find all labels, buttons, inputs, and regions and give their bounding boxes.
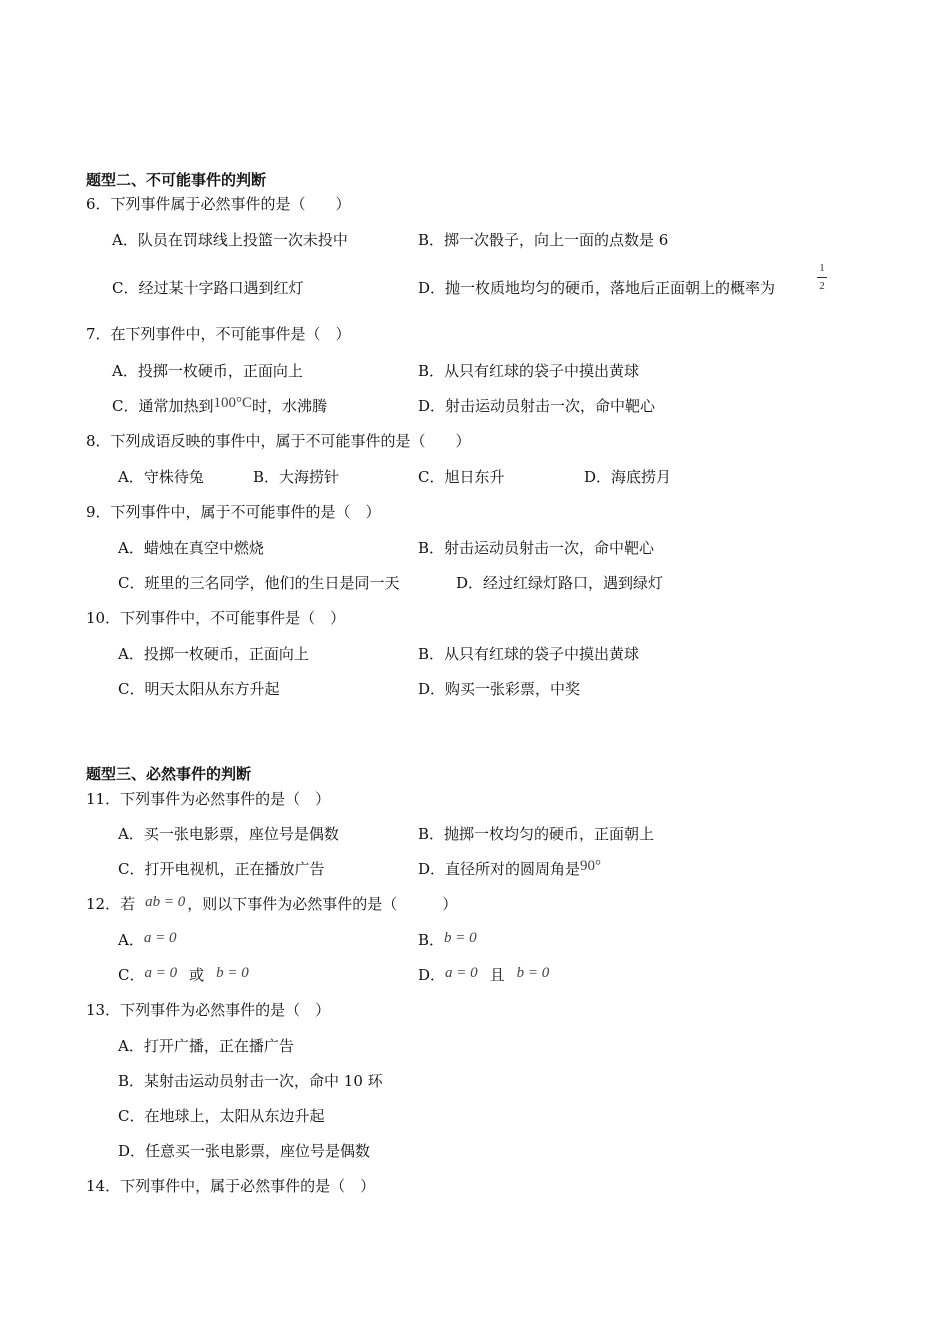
question-12-option-b (418, 930, 477, 951)
question-8-option-a: A．守株待兔 (118, 468, 204, 486)
question-8-stem: 8．下列成语反映的事件中，属于不可能事件的是（ ） (86, 432, 471, 450)
question-7-option-c-prefix: C．通常加热到 (112, 397, 214, 415)
question-13-option-d: D．任意买一张电影票，座位号是偶数 (118, 1142, 371, 1160)
question-8-option-c: C．旭日东升 (418, 468, 505, 486)
question-12-option-b-formula: b = 0 (444, 930, 477, 946)
question-12-stem-suffix: ，则以下事件为必然事件的是（ ） (187, 895, 458, 913)
question-12-stem (86, 894, 457, 915)
question-12-option-c-label: C． (118, 966, 145, 984)
question-12-option-c (118, 965, 249, 986)
question-7-stem: 7．在下列事件中，不可能事件是（ ） (86, 325, 351, 343)
question-12-option-c-connector: 或 (189, 966, 205, 984)
question-12-option-a-label: A． (118, 931, 144, 949)
question-9-stem: 9．下列事件中，属于不可能事件的是（ ） (86, 503, 381, 521)
question-11-option-d-text: D．直径所对的圆周角是 (418, 860, 581, 878)
question-10-option-a: A．投掷一枚硬币，正面向上 (118, 645, 309, 663)
section-heading-2: 题型二、不可能事件的判断 (86, 171, 267, 189)
question-11-option-d (418, 859, 601, 880)
question-6-option-a: A．队员在罚球线上投篮一次未投中 (112, 231, 348, 249)
question-9-option-c: C．班里的三名同学，他们的生日是同一天 (118, 574, 400, 592)
question-7-option-c (112, 396, 327, 417)
question-9-option-d: D．经过红绿灯路口，遇到绿灯 (456, 574, 664, 592)
question-11-stem: 11．下列事件为必然事件的是（ ） (86, 790, 331, 808)
question-13-option-b: B．某射击运动员射击一次，命中 10 环 (118, 1072, 383, 1090)
question-7-option-d: D．射击运动员射击一次，命中靶心 (418, 397, 656, 415)
question-6-stem: 6．下列事件属于必然事件的是（ ） (86, 195, 351, 213)
question-12-option-d (418, 965, 549, 986)
question-12-option-d-formula-2: b = 0 (516, 965, 550, 981)
question-10-option-c: C．明天太阳从东方升起 (118, 680, 280, 698)
question-12-option-d-label: D． (418, 966, 446, 984)
question-6-option-d: D．抛一枚质地均匀的硬币，落地后正面朝上的概率为 (418, 279, 776, 297)
fraction-bar (817, 277, 827, 278)
question-13-stem: 13．下列事件为必然事件的是（ ） (86, 1001, 331, 1019)
question-8-option-d: D．海底捞月 (584, 468, 672, 486)
fraction-numerator: 1 (819, 262, 825, 274)
question-6-option-c: C．经过某十字路口遇到红灯 (112, 279, 304, 297)
question-7-option-c-suffix: 时，水沸腾 (252, 397, 328, 415)
question-10-option-d: D．购买一张彩票，中奖 (418, 680, 581, 698)
question-12-option-d-connector: 且 (489, 966, 505, 984)
question-14-stem: 14．下列事件中，属于必然事件的是（ ） (86, 1177, 376, 1195)
question-11-option-c: C．打开电视机，正在播放广告 (118, 860, 325, 878)
question-11-option-b: B．抛掷一枚均匀的硬币，正面朝上 (418, 825, 655, 843)
question-12-stem-formula: ab = 0 (145, 894, 186, 910)
question-9-option-b: B．射击运动员射击一次，命中靶心 (418, 539, 655, 557)
question-10-stem: 10．下列事件中，不可能事件是（ ） (86, 609, 346, 627)
question-8-option-b: B．大海捞针 (253, 468, 340, 486)
question-9-option-a: A．蜡烛在真空中燃烧 (118, 539, 264, 557)
question-12-option-a-formula: a = 0 (143, 930, 177, 946)
question-7-option-a: A．投掷一枚硬币，正面向上 (112, 362, 303, 380)
question-10-option-b: B．从只有红球的袋子中摸出黄球 (418, 645, 640, 663)
question-12-option-a (118, 930, 176, 951)
question-6-option-b: B．掷一次骰子，向上一面的点数是 6 (418, 231, 669, 249)
fraction-denominator: 2 (819, 280, 825, 292)
question-13-option-a: A．打开广播，正在播广告 (118, 1037, 294, 1055)
question-11-option-d-formula: 90° (580, 858, 602, 874)
question-7-option-c-formula: 100°C (213, 395, 252, 411)
question-12-option-b-label: B． (418, 931, 445, 949)
question-7-option-b: B．从只有红球的袋子中摸出黄球 (418, 362, 640, 380)
question-12-option-c-formula-1: a = 0 (144, 965, 178, 981)
question-12-option-d-formula-1: a = 0 (445, 965, 478, 981)
question-13-option-c: C．在地球上，太阳从东边升起 (118, 1107, 325, 1125)
question-12-stem-prefix: 12．若 (86, 895, 136, 913)
section-heading-3: 题型三、必然事件的判断 (86, 765, 252, 783)
question-11-option-a: A．买一张电影票，座位号是偶数 (118, 825, 339, 843)
question-12-option-c-formula-2: b = 0 (216, 965, 249, 981)
